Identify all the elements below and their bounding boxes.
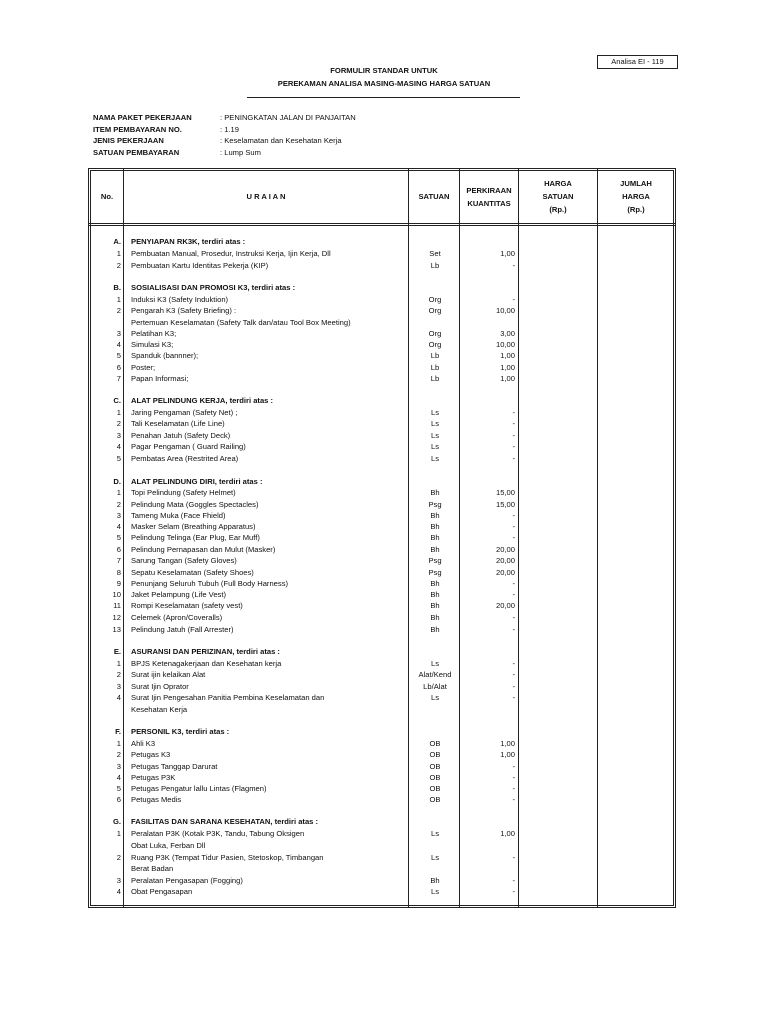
row-quantity: 10,00 [495,306,515,315]
row-description: Pagar Pengaman ( Guard Railing) [131,442,246,451]
table-row [91,521,674,532]
row-quantity: 3,00 [500,329,515,338]
table-row [91,794,674,805]
row-description: Poster; [131,363,156,372]
row-quantity: 1,00 [500,249,515,258]
row-description: Surat ijin kelaikan Alat [131,670,206,679]
table-row [91,305,674,316]
table-row [91,294,674,305]
row-quantity: - [512,431,515,440]
row-unit: Lb [430,261,440,270]
row-number: 1 [116,659,121,668]
row-number: 2 [116,750,121,759]
table-row [91,578,674,589]
table-row [91,749,674,760]
table-row [91,840,674,851]
row-unit: Org [428,295,442,304]
row-description: Tameng Muka (Face Fhield) [131,511,226,520]
row-number: 6 [116,795,121,804]
row-description: Penahan Jatuh (Safety Deck) [131,431,231,440]
row-number: 12 [112,613,121,622]
row-description: Rompi Keselamatan (safety vest) [131,601,243,610]
form-title: FORMULIR STANDAR UNTUK [330,66,438,75]
row-number: 1 [116,295,121,304]
table-row [91,430,674,441]
table-row [91,828,674,839]
header-line: KUANTITAS [467,198,511,208]
row-quantity: - [512,876,515,885]
table-row [91,692,674,703]
row-quantity: - [512,454,515,463]
row-quantity: - [512,682,515,691]
info-label: ITEM PEMBAYARAN NO. [93,124,182,134]
row-unit: Bh [430,613,440,622]
row-number: 6 [116,545,121,554]
row-quantity: - [512,419,515,428]
header-satuan-label: SATUAN [418,192,450,201]
table-row [91,510,674,521]
header-line: (Rp.) [627,205,645,214]
row-number: 3 [116,682,121,691]
table-row [91,339,674,350]
section-header-row [91,476,674,487]
section-header-row [91,236,674,247]
row-quantity: - [512,590,515,599]
row-description: Petugas Pengatur lallu Lintas (Flagmen) [131,784,267,793]
row-description: Tali Keselamatan (Life Line) [131,419,225,428]
row-description: Spanduk (bannner); [131,351,199,360]
row-quantity: - [512,659,515,668]
row-number: C. [113,396,121,405]
row-number: 1 [116,408,121,417]
row-quantity: 1,00 [500,374,515,383]
row-number: 5 [116,351,121,360]
header-line: HARGA [622,192,650,201]
row-quantity: 10,00 [495,340,515,349]
row-number: 4 [116,442,121,451]
row-number: A. [113,237,121,246]
row-description: Petugas Tanggap Darurat [131,762,218,771]
row-description: Topi Pelindung (Safety Helmet) [131,488,236,497]
row-quantity: - [512,533,515,542]
row-description: ALAT PELINDUNG DIRI, terdiri atas : [131,477,263,486]
row-quantity: - [512,579,515,588]
row-quantity: 1,00 [500,363,515,372]
row-unit: Ls [430,442,440,451]
header-line: SATUAN [542,192,574,201]
row-description: ASURANSI DAN PERIZINAN, terdiri atas : [131,647,280,656]
row-number: 1 [116,488,121,497]
row-unit: OB [429,795,441,804]
row-description: Sarung Tangan (Safety Gloves) [131,556,237,565]
row-number: 5 [116,454,121,463]
row-quantity: 20,00 [495,601,515,610]
row-unit: Bh [430,876,440,885]
table-row [91,600,674,611]
row-description: Pelindung Mata (Goggles Spectacles) [131,500,259,509]
row-description: Pelatihan K3; [131,329,177,338]
row-unit: Org [428,340,442,349]
row-description: Jaket Pelampung (Life Vest) [131,590,226,599]
table-row [91,532,674,543]
row-unit: Lb [430,351,440,360]
row-description: Pertemuan Keselamatan (Safety Talk dan/atau Tool Box Meeting) [131,318,351,327]
table-row [91,658,674,669]
row-number: 4 [116,340,121,349]
row-quantity: - [512,295,515,304]
row-number: B. [113,283,121,292]
row-unit: Org [428,329,442,338]
row-unit: Psg [428,568,442,577]
row-description: Celemek (Apron/Coveralls) [131,613,223,622]
row-description: Penunjang Seluruh Tubuh (Full Body Harness) [131,579,289,588]
table-row [91,350,674,361]
table-row [91,567,674,578]
info-value: : Keselamatan dan Kesehatan Kerja [220,136,342,145]
row-description: Peralatan P3K (Kotak P3K, Tandu, Tabung Oksigen [131,829,305,838]
row-description: ALAT PELINDUNG KERJA, terdiri atas : [131,396,274,405]
header-no-label: No. [100,192,114,201]
row-unit: Ls [430,431,440,440]
table-row [91,875,674,886]
header-jumlah-harga [598,170,674,223]
row-unit: OB [429,750,441,759]
row-number: 10 [112,590,121,599]
table-row [91,624,674,635]
table-row [91,260,674,271]
row-description: Simulasi K3; [131,340,174,349]
row-number: 6 [116,363,121,372]
row-unit: Bh [430,590,440,599]
row-unit: Ls [430,693,440,702]
row-number: 3 [116,762,121,771]
row-number: 3 [116,511,121,520]
row-unit: Ls [430,853,440,862]
row-number: 2 [116,306,121,315]
header-line: HARGA [544,179,572,188]
row-unit: Lb [430,363,440,372]
header-perkiraan-kuantitas [460,170,518,223]
row-number: D. [113,477,121,486]
row-description: Pelindung Jatuh (Fall Arrester) [131,625,234,634]
table-row [91,317,674,328]
row-number: 3 [116,329,121,338]
row-unit: Lb [430,374,440,383]
row-unit: OB [429,739,441,748]
row-number: 2 [116,261,121,270]
row-quantity: - [512,784,515,793]
section-header-row [91,646,674,657]
table-row [91,555,674,566]
table-row [91,612,674,623]
row-number: 5 [116,533,121,542]
row-unit: Org [428,306,442,315]
row-unit: OB [429,784,441,793]
header-line: PERKIRAAN [466,185,512,195]
row-number: 2 [116,853,121,862]
row-number: 4 [116,522,121,531]
row-quantity: - [512,442,515,451]
header-divider [88,223,676,226]
table-row [91,589,674,600]
row-unit: Ls [430,887,440,896]
row-description: Petugas Medis [131,795,182,804]
row-number: 4 [116,693,121,702]
row-unit: Bh [430,522,440,531]
row-unit: Ls [430,408,440,417]
info-value: : 1.19 [220,124,239,134]
row-quantity: 15,00 [495,488,515,497]
row-number: 4 [116,773,121,782]
table-row [91,441,674,452]
row-number: 2 [116,670,121,679]
table-row [91,499,674,510]
row-quantity: - [512,625,515,634]
row-description: Peralatan Pengasapan (Fogging) [131,876,243,885]
info-value: : PENINGKATAN JALAN DI PANJAITAN [220,113,356,122]
table-row [91,487,674,498]
row-description: Obat Pengasapan [131,887,193,896]
section-header-row [91,816,674,827]
table-row [91,681,674,692]
row-unit: Bh [430,533,440,542]
row-description: Obat Luka, Ferban Dll [131,841,206,850]
row-number: 4 [116,887,121,896]
row-unit: Bh [430,488,440,497]
row-number: 3 [116,431,121,440]
row-quantity: 1,00 [500,351,515,360]
row-description: Sepatu Keselamatan (Safety Shoes) [131,568,254,577]
row-description: Petugas P3K [131,773,176,782]
row-number: 7 [116,374,121,383]
table-row [91,328,674,339]
row-quantity: 1,00 [500,739,515,748]
row-number: F. [115,727,121,736]
row-quantity: - [512,795,515,804]
row-unit: Bh [430,579,440,588]
info-label: SATUAN PEMBAYARAN [93,147,180,157]
table-row [91,704,674,715]
row-quantity: - [512,670,515,679]
row-number: 1 [116,829,121,838]
table-row [91,544,674,555]
row-quantity: 15,00 [495,500,515,509]
row-unit: Ls [430,659,440,668]
row-quantity: - [512,773,515,782]
row-number: 13 [112,625,121,634]
header-harga-satuan [519,170,597,223]
table-row [91,772,674,783]
row-description: PERSONIL K3, terdiri atas : [131,727,230,736]
table-row [91,886,674,897]
section-header-row [91,395,674,406]
title-underline [247,97,520,98]
row-description: Pelindung Telinga (Ear Plug, Ear Muff) [131,533,260,542]
table-row [91,362,674,373]
row-quantity: - [512,693,515,702]
header-uraian-label: U R A I A N [246,192,286,201]
row-quantity: - [512,853,515,862]
table-row [91,669,674,680]
row-description: Berat Badan [131,864,174,873]
row-quantity: - [512,511,515,520]
table-row [91,863,674,874]
row-description: Masker Selam (Breathing Apparatus) [131,522,256,531]
row-description: Induksi K3 (Safety Induktion) [131,295,229,304]
row-unit: Set [429,249,441,258]
row-quantity: 1,00 [500,829,515,838]
row-description: Pengarah K3 (Safety Briefing) : [131,306,237,315]
header-satuan [409,170,459,223]
row-description: Surat Ijin Pengesahan Panitia Pembina Keselamatan dan [131,693,325,702]
row-description: FASILITAS DAN SARANA KESEHATAN, terdiri atas : [131,817,319,826]
header-line: (Rp.) [549,205,567,214]
row-quantity: 20,00 [495,568,515,577]
row-description: Pembatas Area (Restrited Area) [131,454,239,463]
table-row [91,373,674,384]
row-number: 2 [116,419,121,428]
table-row [91,453,674,464]
table-row [91,407,674,418]
row-number: 11 [113,601,121,610]
row-unit: Lb/Alat [423,682,447,691]
row-unit: Bh [430,511,440,520]
row-description: Pelindung Pernapasan dan Mulut (Masker) [131,545,276,554]
row-number: 1 [116,739,121,748]
form-subtitle: PEREKAMAN ANALISA MASING-MASING HARGA SATUAN [277,79,491,88]
row-description: Surat Ijin Oprator [131,682,189,691]
row-unit: Psg [428,556,442,565]
row-description: Ruang P3K (Tempat Tidur Pasien, Stetoskop, Timbangan [131,853,324,862]
row-description: Pembuatan Manual, Prosedur, Instruksi Kerja, Ijin Kerja, Dll [131,249,331,258]
row-quantity: 1,00 [500,750,515,759]
table-row [91,248,674,259]
info-label: NAMA PAKET PEKERJAAN [93,113,192,122]
info-label: JENIS PEKERJAAN [93,136,164,145]
table-row [91,852,674,863]
row-number: 3 [116,876,121,885]
row-unit: Alat/Kend [418,670,452,679]
table-row [91,783,674,794]
info-value: : Lump Sum [220,147,261,157]
row-unit: Ls [430,829,440,838]
row-description: PENYIAPAN RK3K, terdiri atas : [131,237,246,246]
row-number: 8 [116,568,121,577]
row-number: 5 [116,784,121,793]
header-no [91,170,123,223]
row-quantity: - [512,522,515,531]
row-quantity: - [512,613,515,622]
row-number: E. [113,647,121,656]
row-unit: Psg [428,500,442,509]
row-number: 1 [116,249,121,258]
row-description: SOSIALISASI DAN PROMOSI K3, terdiri atas : [131,283,296,292]
row-unit: OB [429,773,441,782]
row-description: Pembuatan Kartu Identitas Pekerja (KIP) [131,261,269,270]
row-description: Kesehatan Kerja [131,705,188,714]
row-unit: Bh [430,625,440,634]
row-unit: Bh [430,601,440,610]
row-quantity: - [512,408,515,417]
row-quantity: 20,00 [495,545,515,554]
row-quantity: - [512,887,515,896]
row-unit: OB [429,762,441,771]
section-header-row [91,726,674,737]
row-unit: Ls [430,419,440,428]
row-description: Petugas K3 [131,750,171,759]
row-description: Papan Informasi; [131,374,189,383]
row-quantity: - [512,762,515,771]
row-number: 2 [116,500,121,509]
section-header-row [91,282,674,293]
header-uraian [124,170,408,223]
row-number: 9 [116,579,121,588]
table-row [91,738,674,749]
row-unit: Bh [430,545,440,554]
row-quantity: - [512,261,515,270]
analisa-code-box: Analisa EI - 119 [597,55,678,69]
row-description: Jaring Pengaman (Safety Net) ; [131,408,238,417]
table-row [91,761,674,772]
row-description: Ahli K3 [131,739,156,748]
row-quantity: 20,00 [495,556,515,565]
row-number: G. [112,817,121,826]
row-number: 7 [116,556,121,565]
row-description: BPJS Ketenagakerjaan dan Kesehatan kerja [131,659,282,668]
row-unit: Ls [430,454,440,463]
header-line: JUMLAH [620,179,652,188]
table-row [91,418,674,429]
